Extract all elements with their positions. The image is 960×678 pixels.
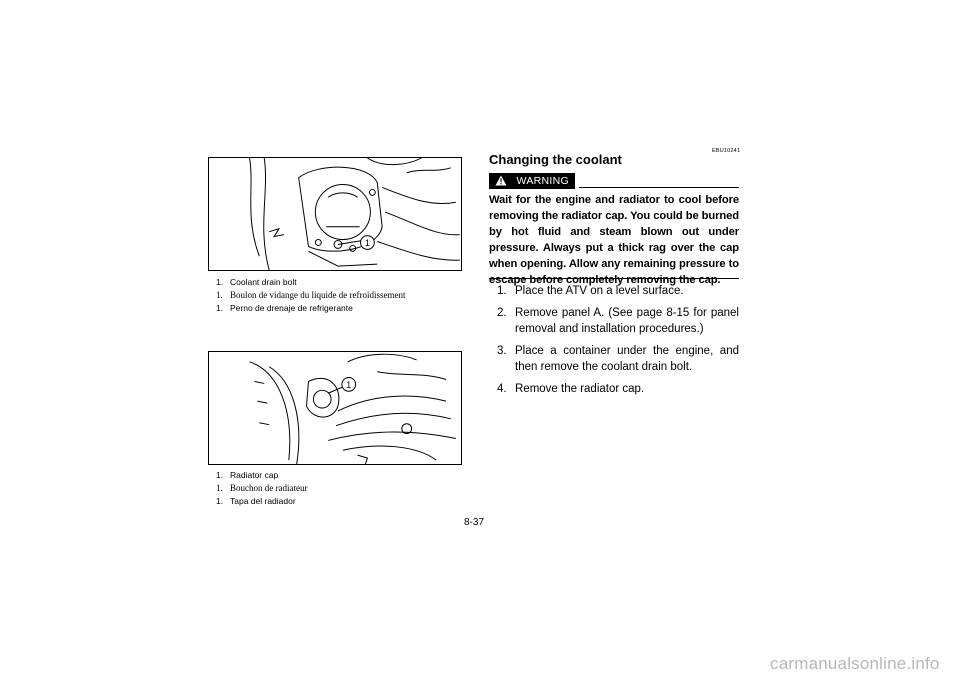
warning-triangle-icon (495, 175, 507, 186)
callout-1: 1 (346, 379, 352, 390)
section-title: Changing the coolant (489, 152, 622, 167)
caption-en: 1. Radiator cap (216, 470, 279, 480)
figure-2-caption (216, 469, 307, 508)
caption-fr: 1. Boulon de vidange du liquide de refroidissement (216, 290, 406, 300)
warning-rule (579, 187, 739, 188)
figure-radiator-cap (208, 351, 462, 465)
warning-bottom-rule (489, 278, 739, 279)
figure-1-caption (216, 276, 405, 315)
list-item: 2. Remove panel A. (See page 8-15 for panel removal and installation procedures.) (497, 307, 739, 335)
list-item: 3. Place a container under the engine, and then remove the coolant drain bolt. (497, 345, 739, 373)
caption-fr: 1. Bouchon de radiateur (216, 483, 308, 493)
radiator-cap-illustration (209, 352, 461, 464)
list-item: 1. Place the ATV on a level surface. (497, 285, 684, 297)
caption-es: 1. Tapa del radiador (216, 496, 296, 506)
watermark: carmanualsonline.info (770, 654, 940, 673)
caption-es: 1. Perno de drenaje de refrigerante (216, 303, 353, 313)
callout-1: 1 (364, 237, 370, 248)
warning-header (489, 173, 739, 189)
page-number: 8-37 (464, 517, 485, 528)
coolant-drain-bolt-illustration (209, 158, 461, 270)
procedure-steps (497, 283, 739, 403)
section-code: EBU10241 (712, 148, 741, 154)
warning-badge (489, 173, 575, 189)
caption-en: 1. Coolant drain bolt (216, 277, 297, 287)
list-item: 4. Remove the radiator cap. (497, 383, 645, 395)
warning-text: Wait for the engine and radiator to cool before removing the radiator cap. You could be burned by hot fluid and steam blown out under pressure. Always put a thick rag over the cap when opening. Allow any remaining pressure to escape before completely removing the cap. (489, 194, 739, 286)
figure-coolant-drain-bolt (208, 157, 462, 271)
warning-label: WARNING (516, 175, 569, 187)
